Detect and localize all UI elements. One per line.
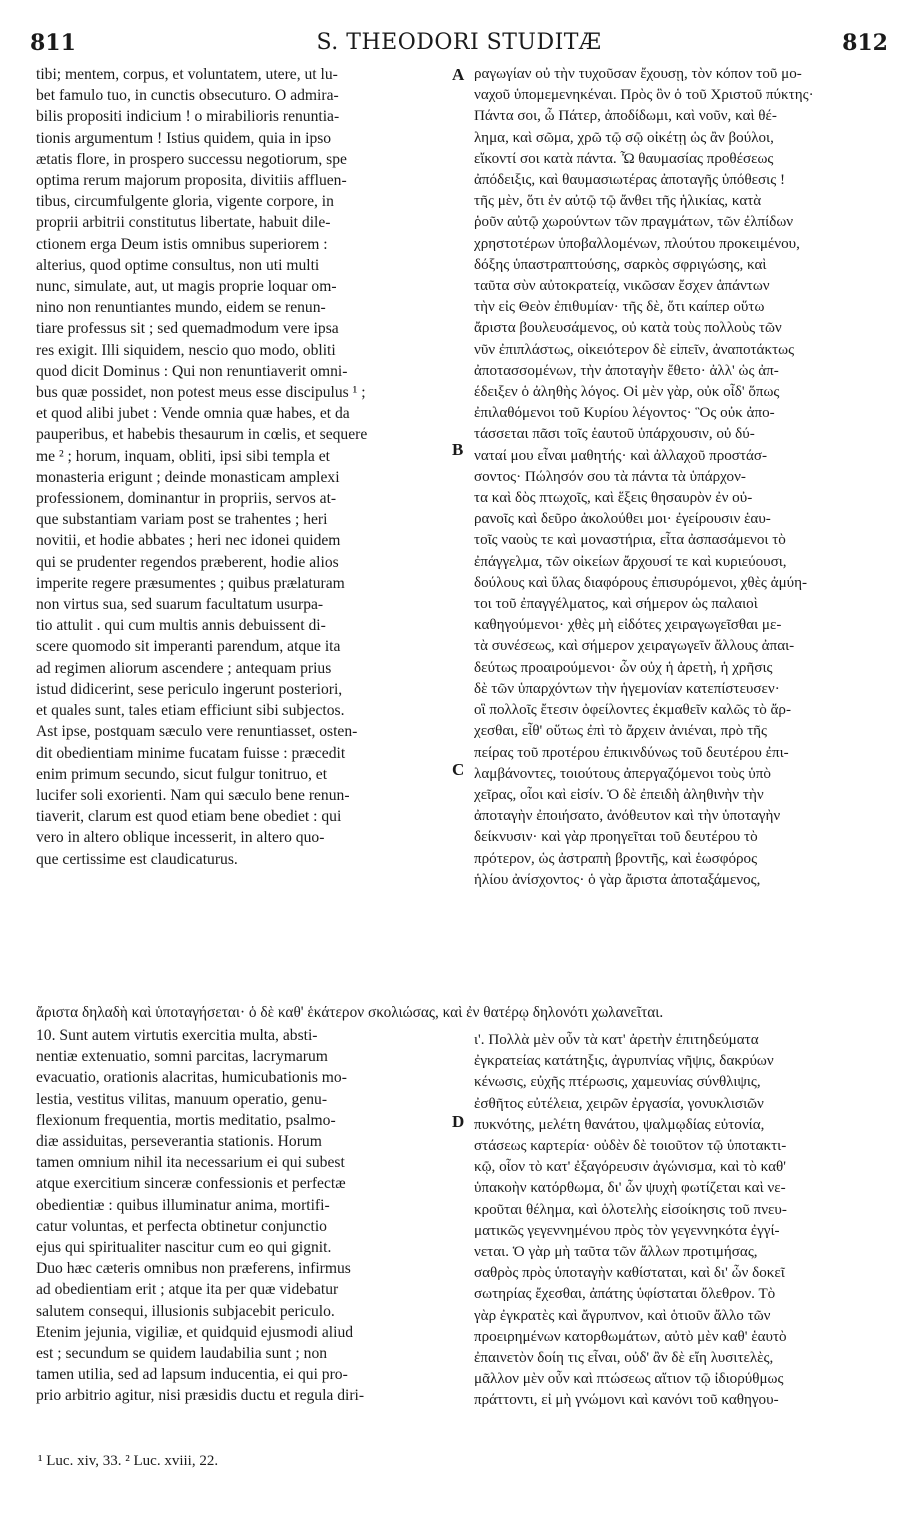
latin-text-line: ad obedientiam erit ; atque ita per quæ videbatur <box>36 1281 339 1299</box>
greek-text-line: ὑπακοὴν κατόρθωμα, δι' ὧν ψυχὴ φωτίζεται καὶ νε- <box>474 1180 786 1197</box>
latin-text-line: quod dicit Dominus : Qui non renuntiaverit omni- <box>36 362 348 380</box>
greek-text-line: λημα, καὶ σῶμα, χρῶ τῷ σῷ οἰκέτῃ ὡς ἂν βούλοι, <box>474 129 774 146</box>
greek-text-line: χεσθαι, εἶθ' οὕτως ἐπὶ τὸ ἄρχειν ἀνιέναι, πρὸ τῆς <box>474 723 768 740</box>
latin-text-line: tibi; mentem, corpus, et voluntatem, utere, ut lu- <box>36 66 338 83</box>
greek-text-line: εἴκοντί σοι κατὰ πάντα. Ὦ θαυμασίας προθέσεως <box>474 150 774 167</box>
latin-text-line: nunc, simulate, aut, ut magis proprie loquar om- <box>36 278 337 296</box>
latin-text-line: non virtus sua, sed suarum facultatum usurpa- <box>36 596 324 614</box>
greek-text-line: ῥοῦν αὐτῷ χωρούντων τῶν πραγμάτων, τῶν ἐλπίδων <box>474 214 794 231</box>
greek-text-line: κροῦται θέλημα, καὶ ὁλοτελὴς εἰσοίκησις τοῦ πνευ- <box>474 1201 787 1218</box>
greek-text-line: ναχοῦ ὑπομεμενηκέναι. Πρὸς ὃν ὁ τοῦ Χριστοῦ πύκτης· <box>474 87 814 104</box>
greek-text-line: ἐπαινετὸν δοίη τις εἶναι, οὐδ' ἂν δὲ εἴη λυσιτελὲς, <box>474 1350 774 1367</box>
greek-text-line: νῦν ἐπιπλάστως, οἰκειότερον δὲ εἰπεῖν, ἀναποτάκτως <box>474 341 795 358</box>
latin-text-line: 10. Sunt autem virtutis exercitia multa, absti- <box>36 1027 318 1044</box>
latin-text-line: flexionum frequentia, mortis meditatio, psalmo- <box>36 1111 336 1129</box>
page-header <box>30 30 888 60</box>
latin-text-line: tibus, circumfulgente gloria, vigente corpore, in <box>36 193 334 211</box>
latin-text-line: imperite regere præsumentes ; quibus prælaturam <box>36 574 345 592</box>
greek-text-line: στάσεως καρτερία· οὐδὲν δὲ τοιοῦτον τῷ ὑποτακτι- <box>474 1138 787 1155</box>
greek-text-line: ἄριστα βουλευσάμενος, οὐ κατὰ τοὺς πολλοὺς τῶν <box>474 320 782 337</box>
latin-text-line: que certissime est claudicaturus. <box>36 850 238 868</box>
latin-text-line: proprii arbitrii constitutus libertate, habuit dile- <box>36 214 331 232</box>
greek-text-line: ἡλίου ἀνίσχοντος· ὁ γὰρ ἄριστα ἀποταξάμενος, <box>474 871 761 888</box>
greek-text-line: σοντος· Πώλησόν σου τὰ πάντα τὰ ὑπάρχον- <box>474 468 746 485</box>
greek-text-line: ἐπάγγελμα, τῶν οἰκείων ἄρχουσί τε καὶ κυριεύουσι, <box>474 553 787 570</box>
latin-text-line: novitii, et hodie abbates ; heri nec idonei quidem <box>36 532 341 550</box>
greek-text-line: ματικῶς γεγεννημένου πρὸς τὸν γεγεννηκότα ἐγγί- <box>474 1222 780 1239</box>
greek-text-line: πείρας τοῦ προτέρου ἐπικινδύνως τοῦ δευτέρου ἐπι- <box>474 744 789 761</box>
greek-text-line: τοι τοῦ ἐπαγγέλματος, καὶ σήμερον ὡς παλαιοὶ <box>474 596 758 613</box>
greek-text-line: δόξης ὑπαστραπτούσης, σαρκὸς σφριγώσης, καὶ <box>474 256 767 273</box>
margin-marker-a: A <box>452 65 465 84</box>
latin-text-line: est ; secundum se quidem laudabilia sunt ; non <box>36 1345 328 1363</box>
latin-text-line: monasteria erigunt ; deinde monasticam amplexi <box>36 468 340 486</box>
greek-text-line: οἳ πολλοῖς ἔτεσιν ὀφείλοντες ἐκμαθεῖν καλῶς τὸ ἄρ- <box>474 702 791 719</box>
latin-text-line: catur voluntas, et perfecta obtinetur conjunctio <box>36 1217 327 1235</box>
latin-text-line: scere quomodo sit imperanti parendum, atque ita <box>36 638 341 656</box>
greek-text-line: τα καὶ δὸς πτωχοῖς, καὶ ἕξεις θησαυρὸν ἐν οὐ- <box>474 490 753 507</box>
latin-text-line: vero in altero oblique incesserit, in altero quo- <box>36 829 325 847</box>
greek-text-line: προειρημένων κατορθωμάτων, αὐτὸ μὲν καθ' ἑαυτὸ <box>474 1328 787 1345</box>
margin-marker-b: B <box>452 440 464 459</box>
greek-text-line: σωτηρίας ἔχεσθαι, ἀπάτης ὑφίσταται ὄλεθρον. Τὸ <box>474 1286 776 1303</box>
greek-text-line: τοῖς ναοὺς τε καὶ μοναστήρια, εἶτα ἀσπασάμενοι τὸ <box>474 532 786 549</box>
latin-text-line: et quod alibi jubet : Vende omnia quæ habes, et da <box>36 405 350 423</box>
latin-text-line: nino non renuntiantes mundo, eidem se renun- <box>36 299 326 317</box>
page-number-right: 812 <box>842 30 888 56</box>
latin-text-line: ctionem erga Deum istis omnibus superiorem : <box>36 235 328 253</box>
greek-column-top <box>474 64 884 891</box>
greek-text-line: νεται. Ὁ γὰρ μὴ ταῦτα τῶν ἄλλων προτιμήσας, <box>474 1244 758 1261</box>
page-number-left: 811 <box>30 30 76 56</box>
latin-text-line: et quales sunt, tales etiam efficiunt sibi subjectos. <box>36 702 345 720</box>
greek-spanning-line: ἄριστα δηλαδὴ καὶ ὑποταγήσεται· ὁ δὲ καθ' ἑκάτερον σκολιώσας, καὶ ἐν θατέρῳ δηλονότι χωλανεῖται. <box>36 1004 664 1021</box>
latin-text-line: res exigit. Illi siquidem, nescio quo modo, obliti <box>36 341 336 359</box>
latin-text-line: bus quæ possidet, non potest meus esse discipulus ¹ ; <box>36 384 366 402</box>
greek-text-line: ταῦτα σὺν αὐτοκρατείᾳ, νικῶσαν ἔσχεν ἁπάντων <box>474 278 770 295</box>
latin-text-line: lestia, vestitus vilitas, manuum operatio, genu- <box>36 1090 328 1108</box>
latin-text-line: ætatis flore, in prospero successu negotiorum, spe <box>36 150 347 168</box>
latin-text-line: qui se prudenter regendos præberent, hodie alios <box>36 553 339 571</box>
greek-text-line: Πάντα σοι, ὦ Πάτερ, ἀποδίδωμι, καὶ νοῦν, καὶ θέ- <box>474 108 777 125</box>
latin-text-line: alterius, quod optime consultus, non uti multi <box>36 256 320 274</box>
greek-text-line: ραγωγίαν οὐ τὴν τυχοῦσαν ἔχουσῃ, τὸν κόπον τοῦ μο- <box>474 66 802 82</box>
greek-text-line: πρότερον, ὡς ἀστραπὴ βροντῆς, καὶ ἑωσφόρος <box>474 850 758 867</box>
greek-text-line: σαθρὸς πρὸς ὑποταγὴν καθίσταται, καὶ δι' ὧν δοκεῖ <box>474 1265 785 1282</box>
greek-text-line: γὰρ ἐγκρατὲς καὶ ἄγρυπνον, καὶ ὁτιοῦν ἄλλο τῶν <box>474 1307 771 1324</box>
greek-column-bottom <box>474 1030 884 1412</box>
greek-text-line: ι'. Πολλὰ μὲν οὖν τὰ κατ' ἀρετὴν ἐπιτηδεύματα <box>474 1032 759 1048</box>
greek-text-line: κῷ, οἷον τὸ κατ' ἐξαγόρευσιν ἀγώνισμα, καὶ τὸ καθ' <box>474 1159 786 1176</box>
latin-text-line: tamen utilia, sed ad lapsum inducentia, ei qui pro- <box>36 1366 348 1384</box>
greek-text-line: καθηγούμενοι· χθὲς μὴ εἰδότες χειραγωγεῖσθαι με- <box>474 617 782 634</box>
running-title: S. THEODORI STUDITÆ <box>316 30 602 55</box>
latin-text-line: bet famulo tuo, in cunctis obsecuturo. O admira- <box>36 87 339 105</box>
latin-text-line: dit obedientiam minime fucatam fuisse : præcedit <box>36 744 346 762</box>
latin-text-line: ejus qui spiritualiter nascitur cum eo qui gignit. <box>36 1239 332 1257</box>
latin-text-line: tamen omnium nihil ita necessarium ei qui subest <box>36 1154 345 1172</box>
latin-text-line: ad regimen aliorum ascendere ; antequam prius <box>36 659 332 677</box>
greek-text-line: πυκνότης, μελέτη θανάτου, ψαλμῳδίας εὐτονία, <box>474 1116 765 1133</box>
greek-text-line: μᾶλλον μὲν οὖν καὶ πτώσεως αἴτιον τῷ ἰδιορύθμως <box>474 1371 784 1388</box>
greek-text-line: ἐπιλαθόμενοι τοῦ Κυρίου λέγοντος· Ὃς οὐκ ἀπο- <box>474 405 775 422</box>
greek-text-line: ἐγκρατείας κατάτηξις, ἀγρυπνίας νῆψις, δακρύων <box>474 1053 774 1070</box>
latin-text-line: obedientiæ : quibus illuminatur anima, mortifi- <box>36 1196 330 1214</box>
latin-text-line: Ast ipse, postquam sæculo vere renuntiasset, osten- <box>36 723 358 741</box>
latin-text-line: atque exercitium sinceræ confessionis et perfectæ <box>36 1175 346 1193</box>
greek-text-line: τὴν εἰς Θεὸν ἐπιθυμίαν· τῆς δὲ, ὅτι καίπερ οὕτω <box>474 299 765 316</box>
footnotes: ¹ Luc. xiv, 33. ² Luc. xviii, 22. <box>38 1453 219 1469</box>
latin-text-line: tiaverit, clarum est quod etiam bene obediet : qui <box>36 808 342 826</box>
greek-text-line: ἐσθῆτος εὐτέλεια, χειρῶν ἐργασία, γονυκλισιῶν <box>474 1095 764 1112</box>
greek-text-line: χεῖρας, οἷοι καὶ εἰσίν. Ὁ δὲ ἐπειδὴ ἀληθινὴν τὴν <box>474 786 764 803</box>
latin-text-line: tionis argumentum ! Istius quidem, quia in ipso <box>36 129 332 147</box>
greek-text-line: τῆς μὲν, ὅτι ἐν αὐτῷ τῷ ἄνθει τῆς ἡλικίας, κατὰ <box>474 193 762 210</box>
latin-text-line: optima rerum majorum proposita, divitiis affluen- <box>36 172 347 190</box>
latin-text-line: prio arbitrio agitur, nisi præsidis ductu et regula diri- <box>36 1387 365 1405</box>
greek-text-line: δεύτως προαιρούμενοι· ὧν οὐχ ἡ ἀρετὴ, ἡ χρῆσις <box>474 659 773 676</box>
latin-text-line: nentiæ extenuatio, somni parcitas, lacrymarum <box>36 1048 328 1066</box>
greek-text-line: τάσσεται πᾶσι τοῖς ἑαυτοῦ ὑπάρχουσιν, οὐ δύ- <box>474 426 755 443</box>
latin-text-line: professionem, dominantur in propriis, servos at- <box>36 490 337 508</box>
greek-text-line: δὲ τῶν ὑπαρχόντων τὴν ἡγεμονίαν κατεπίστευσεν· <box>474 680 780 697</box>
latin-text-line: Duo hæc cæteris omnibus non præferens, infirmus <box>36 1260 351 1278</box>
greek-text-line: ἀποτασσομένων, τὴν ἀποταγὴν ἔθετο· ἀλλ' ὡς ἀπ- <box>474 362 779 379</box>
latin-text-line: bilis propositi indicium ! o mirabilioris renuntia- <box>36 108 340 126</box>
greek-text-line: χρηστοτέρων ὑποβαλλομένων, πλούτου προκειμένου, <box>474 235 800 252</box>
latin-text-line: istud didicerint, sese periculo ingerunt posteriori, <box>36 680 343 698</box>
latin-text-line: lucifer soli exorienti. Nam qui sæculo bene renun- <box>36 786 350 804</box>
latin-text-line: salutem consequi, illusionis subjacebit periculo. <box>36 1302 335 1320</box>
latin-text-line: evacuatio, orationis alacritas, humicubationis mo- <box>36 1069 347 1087</box>
greek-text-line: ἀποταγὴν ἐποιήσατο, ἀνόθευτον καὶ τὴν ὑποταγὴν <box>474 808 781 825</box>
greek-text-line: ναταί μου εἶναι μαθητής· καὶ ἀλλαχοῦ προστάσ- <box>474 447 768 464</box>
latin-text-line: que substantiam variam post se trahentes ; heri <box>36 511 328 529</box>
latin-text-line: me ² ; horum, inquam, obliti, ipsi sibi templa et <box>36 447 330 465</box>
latin-text-line: tiare professus sit ; sed quemadmodum vere ipsa <box>36 320 339 338</box>
greek-text-line: δείκνυσιν· καὶ γὰρ προηγεῖται τοῦ δευτέρου τὸ <box>474 829 758 846</box>
latin-column-top <box>36 64 448 870</box>
greek-text-line: τὰ συνέσεως, καὶ σήμερον χειραγωγεῖν ἄλλους ἀπαι- <box>474 638 795 655</box>
greek-text-line: ρανοῖς καὶ δεῦρο ἀκολούθει μοι· ἐγείρουσιν ἑαυ- <box>474 511 771 528</box>
greek-text-line: κένωσις, εὐχῆς πτέρωσις, χαμευνίας σύνθλιψις, <box>474 1074 761 1091</box>
margin-marker-d: D <box>452 1112 465 1131</box>
greek-text-line: λαμβάνοντες, τοιούτους ἀπεργαζόμενοι τοὺς ὑπὸ <box>474 765 771 782</box>
greek-text-line: δούλους καὶ ὕλας διαφόρους ἐπισυρόμενοι, χθὲς ἀμύη- <box>474 574 808 591</box>
greek-text-line: έδειξεν ὁ ἀληθὴς λόγος. Οἱ μὲν γὰρ, οὐκ οἶδ' ὅπως <box>474 384 780 401</box>
greek-text-line: ἀπόδειξις, καὶ θαυμασιωτέρας ἀποταγῆς ὑπόθεσις ! <box>474 172 785 189</box>
greek-text-line: πράττοντι, εἰ μὴ γνώμονι καὶ κανόνι τοῦ καθηγου- <box>474 1392 779 1409</box>
latin-text-line: enim primum secundo, sicut fulgur tonitruo, et <box>36 765 328 783</box>
latin-text-line: tio attulit . qui cum multis annis debuissent di- <box>36 617 326 635</box>
latin-text-line: diæ assiduitas, perseverantia stationis. Horum <box>36 1133 322 1151</box>
latin-text-line: Etenim jejunia, vigiliæ, et quidquid ejusmodi aliud <box>36 1323 354 1341</box>
latin-text-line: pauperibus, et habebis thesaurum in cœlis, et sequere <box>36 426 368 444</box>
latin-column-bottom <box>36 1025 448 1407</box>
margin-marker-c: C <box>452 760 465 779</box>
